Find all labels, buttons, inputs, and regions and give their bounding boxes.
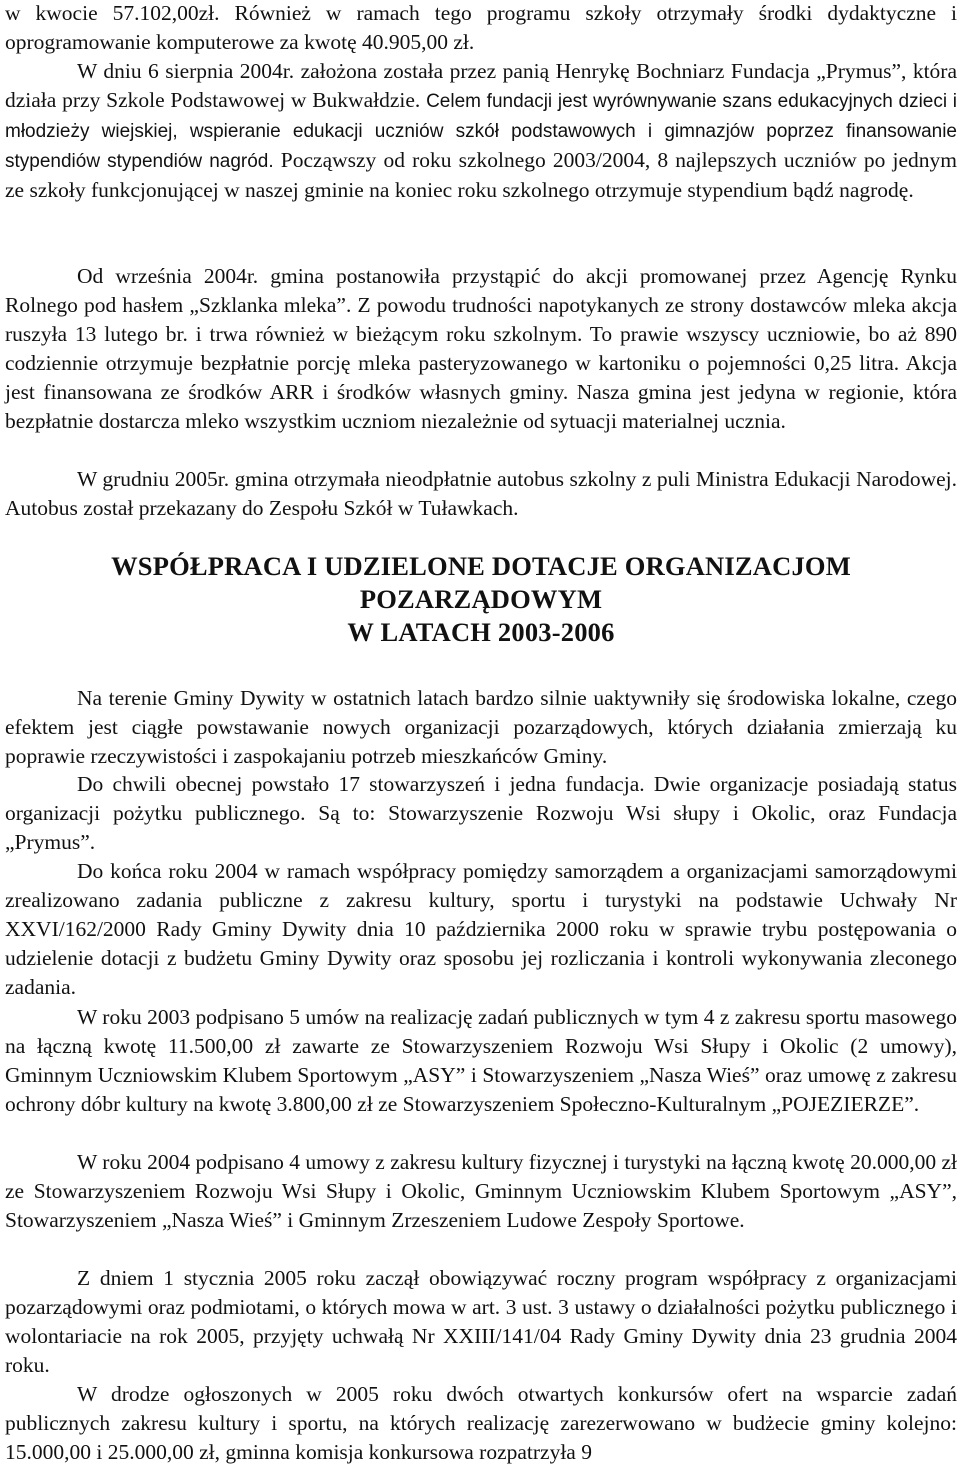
paragraph-text: Do końca roku 2004 w ramach współpracy pomiędzy samorządem a organizacjami samorządowymi zrealizowano zadania publiczne z zakresu kultury, sportu i turystyki na podstawie Uchwały Nr XXVI/162/2000 Rady Gminy Dywity dnia 10 października 2000 roku w sprawie trybu postępowania o udzielenie dotacji z budżetu Gminy Dywity oraz sposobu jej rozliczania i kontroli wykonywania zleconego zadania. (5, 859, 957, 999)
paragraph-text: W roku 2003 podpisano 5 umów na realizację zadań publicznych w tym 4 z zakresu sportu masowego na łączną kwotę 11.500,00 zł zawarte ze Stowarzyszeniem Rozwoju Wsi Słupy i Okolic (2 umowy), Gminnym Uczniowskim Klubem Sportowym „ASY” i Stowarzyszeniem „Nasza Wieś” oraz umowę z zakresu ochrony dóbr kultury na kwotę 3.800,00 zł ze Stowarzyszeniem Społeczno-Kulturalnym „POJEZIERZE”. (5, 1005, 957, 1116)
paragraph-school-funds (5, 0, 957, 57)
paragraph-contracts-2003 (5, 1003, 957, 1119)
paragraph-milk-program (5, 262, 957, 436)
paragraph-text: W grudniu 2005r. gmina otrzymała nieodpłatnie autobus szkolny z puli Ministra Edukacji Narodowej. Autobus został przekazany do Zespołu Szkół w Tuławkach. (5, 467, 957, 520)
paragraph-text: Począwszy od roku szkolnego 2003/2004, 8 najlepszych uczniów po jednym ze szkoły funkcjonującej w naszej gminie na koniec roku szkolnego otrzymuje stypendium bądź nagrodę. (5, 148, 958, 202)
paragraph-contracts-2004 (5, 1148, 957, 1235)
paragraph-cooperation-2004 (5, 857, 957, 1002)
paragraph-text: Z dniem 1 stycznia 2005 roku zaczął obowiązywać roczny program współpracy z organizacjami pozarządowymi oraz podmiotami, o których mowa w art. 3 ust. 3 ustawy o działalności pożytku publicznego i wolontariacie na rok 2005, przyjęty uchwałą Nr XXIII/141/04 Rady Gminy Dywity dnia 23 grudnia 2004 roku. (5, 1266, 957, 1377)
paragraph-text-sans: Celem fundacji jest wyrównywanie szans edukacyjnych dzieci i młodzieży wiejskiej, wspieranie edukacji uczniów szkół podstawowych i gimnazjów poprzez finansowanie stypendiów stypendiów nagród. (5, 91, 958, 172)
paragraph-school-bus (5, 465, 957, 523)
paragraph-text: w kwocie 57.102,00zł. Również w ramach tego programu szkoły otrzymały środki dydaktyczne i oprogramowanie komputerowe za kwotę 40.905,00 zł. (5, 1, 957, 54)
paragraph-text: W drodze ogłoszonych w 2005 roku dwóch otwartych konkursów ofert na wsparcie zadań publicznych zakresu kultury i sportu, na których realizację zarezerwowano w budżecie gminy kolejno: 15.000,00 i 25.000,00 zł, gminna komisja konkursowa rozpatrzyła 9 (5, 1382, 957, 1464)
heading-line: WSPÓŁPRACA I UDZIELONE DOTACJE ORGANIZACJOM (111, 551, 851, 581)
paragraph-text: W dniu 6 sierpnia 2004r. założona została przez panią Henrykę Bochniarz Fundacja „Prymus”, która działa przy Szkole Podstawowej w Bukwałdzie. (5, 59, 957, 112)
heading-line: W LATACH 2003-2006 (347, 617, 615, 647)
paragraph-contests-2005 (5, 1380, 957, 1467)
paragraph-program-2005 (5, 1264, 957, 1380)
paragraph-prymus-foundation (5, 57, 957, 205)
section-heading (5, 550, 957, 649)
paragraph-text: Do chwili obecnej powstało 17 stowarzyszeń i jedna fundacja. Dwie organizacje posiadają status organizacji pożytku publicznego. Są to: Stowarzyszenie Rozwoju Wsi słupy i Okolic, oraz Fundacja „Prymus”. (5, 772, 957, 854)
paragraph-associations-count (5, 770, 957, 857)
paragraph-local-communities (5, 684, 957, 771)
paragraph-text: W roku 2004 podpisano 4 umowy z zakresu kultury fizycznej i turystyki na łączną kwotę 20.000,00 zł ze Stowarzyszeniem Rozwoju Wsi Słupy i Okolic, Gminnym Uczniowskim Klubem Sportowym „ASY”, Stowarzyszeniem „Nasza Wieś” i Gminnym Zrzeszeniem Ludowe Zespoły Sportowe. (5, 1150, 957, 1232)
paragraph-text: Od września 2004r. gmina postanowiła przystąpić do akcji promowanej przez Agencję Rynku Rolnego pod hasłem „Szklanka mleka”. Z powodu trudności napotykanych ze strony dostawców mleka akcja ruszyła 13 lutego br. i trwa również w bieżącym roku szkolnym. To prawie wszyscy uczniowie, bo aż 890 codziennie otrzymuje bezpłatnie porcję mleka pasteryzowanego w kartoniku o pojemności 0,25 litra. Akcja jest finansowana ze środków ARR i środków własnych gminy. Nasza gmina jest jedyna w regionie, która bezpłatnie dostarcza mleko wszystkim uczniom niezależnie od sytuacji materialnej ucznia. (5, 264, 957, 433)
heading-line: POZARZĄDOWYM (359, 584, 603, 614)
paragraph-text: Na terenie Gminy Dywity w ostatnich latach bardzo silnie uaktywniły się środowiska lokalne, czego efektem jest ciągłe powstawanie nowych organizacji pozarządowych, których działania zmierzają ku poprawie rzeczywistości i zaspokajaniu potrzeb mieszkańców Gminy. (5, 686, 957, 768)
